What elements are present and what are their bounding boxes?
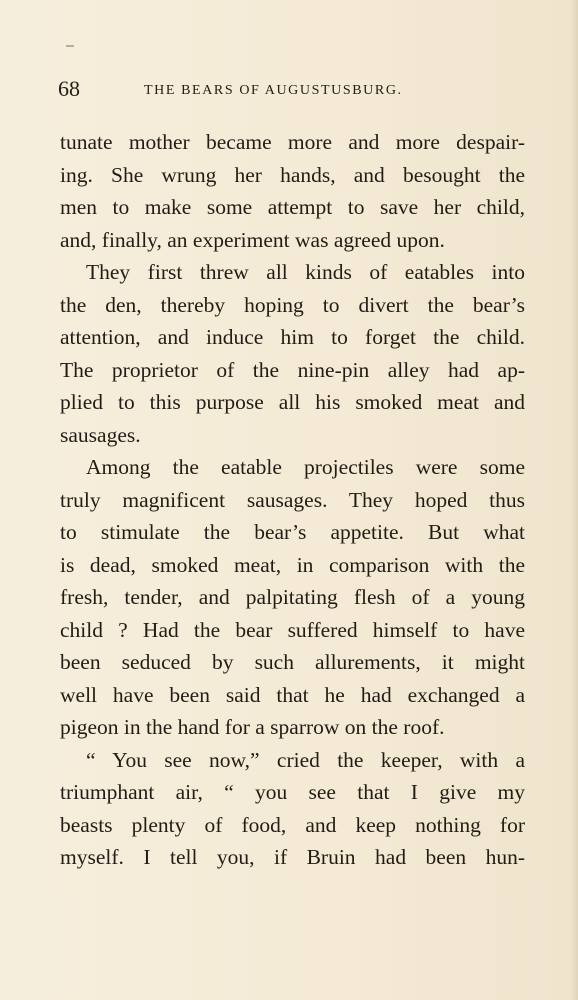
text-line: truly magnificent sausages. They hoped thus <box>60 487 525 512</box>
page-edge-shadow <box>570 0 578 1000</box>
page-header <box>58 74 528 104</box>
text-line: The proprietor of the nine-pin alley had ap- <box>60 357 525 382</box>
text-line: the den, thereby hoping to divert the bear’s <box>60 292 525 317</box>
text-line: pigeon in the hand for a sparrow on the roof. <box>60 715 445 739</box>
text-line: fresh, tender, and palpitating flesh of a young <box>60 585 525 609</box>
text-line: “ You see now,” cried the keeper, with a <box>86 747 525 772</box>
body-text <box>60 126 525 874</box>
text-line: sausages. <box>60 422 141 447</box>
text-line: Among the eatable projectiles were some <box>86 455 525 479</box>
text-line: to stimulate the bear’s appetite. But what <box>60 520 525 544</box>
text-line: men to make some attempt to save her child, <box>60 195 525 219</box>
page-number: 68 <box>58 76 80 101</box>
text-line: been seduced by such allurements, it might <box>60 650 525 674</box>
text-line: triumphant air, “ you see that I give my <box>60 780 525 804</box>
text-line: ing. She wrung her hands, and besought the <box>60 162 525 187</box>
text-line: tunate mother became more and more despair- <box>60 130 525 154</box>
text-line: attention, and induce him to forget the child. <box>60 325 525 349</box>
print-speck <box>66 45 74 47</box>
text-line: beasts plenty of food, and keep nothing for <box>60 812 525 837</box>
text-line: They first threw all kinds of eatables into <box>86 260 525 284</box>
text-line: is dead, smoked meat, in comparison with the <box>60 552 525 577</box>
running-title: THE BEARS OF AUGUSTUSBURG. <box>144 83 403 98</box>
text-line: child ? Had the bear suffered himself to have <box>60 617 525 642</box>
text-line: plied to this purpose all his smoked meat and <box>60 390 525 414</box>
text-line: well have been said that he had exchanged a <box>60 682 525 707</box>
text-line: and, finally, an experiment was agreed upon. <box>60 227 445 252</box>
text-line: myself. I tell you, if Bruin had been hun- <box>60 845 525 869</box>
